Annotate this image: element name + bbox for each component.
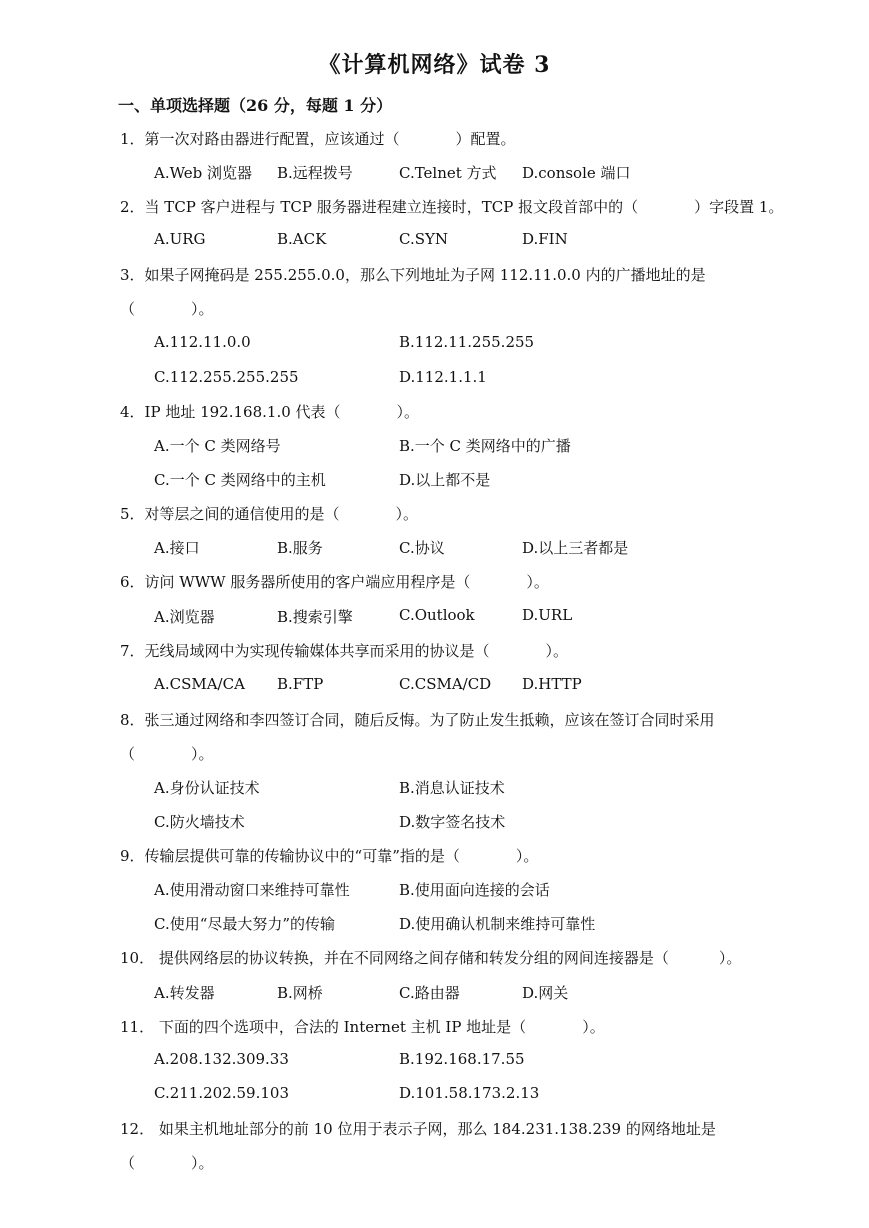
option-c: C.SYN xyxy=(399,230,449,248)
question-stem: 11． 下面的四个选项中，合法的 Internet 主机 IP 地址是（ xyxy=(120,1018,527,1036)
question-stem: 5．对等层之间的通信使用的是（ xyxy=(120,505,340,523)
option-d: D.FIN xyxy=(522,230,568,248)
question-stem: 6．访问 WWW 服务器所使用的客户端应用程序是（ xyxy=(120,573,471,591)
question-1 xyxy=(120,128,516,149)
question-4 xyxy=(120,401,419,422)
option-b: B.服务 xyxy=(277,539,323,557)
option-a: A.转发器 xyxy=(154,984,215,1002)
option-c: C.路由器 xyxy=(399,984,460,1002)
option-c: C.Outlook xyxy=(399,606,475,624)
option-d: D.URL xyxy=(522,606,573,624)
option-a: A.浏览器 xyxy=(154,608,215,626)
question-8 xyxy=(120,709,715,730)
option-c: C.211.202.59.103 xyxy=(154,1084,289,1102)
question-11 xyxy=(120,1016,605,1037)
question-2 xyxy=(120,196,783,217)
question-stem-open: （ xyxy=(120,300,136,318)
question-stem-end: ）配置。 xyxy=(455,130,516,148)
question-stem-end: ）。 xyxy=(191,1154,214,1172)
question-stem-end: ）。 xyxy=(191,300,214,318)
option-d: D.101.58.173.2.13 xyxy=(399,1084,540,1102)
option-b: B.搜索引擎 xyxy=(277,608,353,626)
question-8-cont xyxy=(120,743,214,764)
option-d: D.112.1.1.1 xyxy=(399,368,487,386)
option-d: D.数字签名技术 xyxy=(399,813,506,831)
option-c: C.一个 C 类网络中的主机 xyxy=(154,471,326,489)
page-title: 《计算机网络》试卷 3 xyxy=(318,52,551,78)
question-stem: 7．无线局域网中为实现传输媒体共享而采用的协议是（ xyxy=(120,642,490,660)
option-d: D.使用确认机制来维持可靠性 xyxy=(399,915,596,933)
option-c: C.112.255.255.255 xyxy=(154,368,299,386)
option-b: B.消息认证技术 xyxy=(399,779,505,797)
option-b: B.112.11.255.255 xyxy=(399,333,535,351)
option-b: B.一个 C 类网络中的广播 xyxy=(399,437,571,455)
question-6 xyxy=(120,571,549,592)
option-d: D.网关 xyxy=(522,984,569,1002)
question-stem-end: ）。 xyxy=(395,505,419,523)
option-a: A.112.11.0.0 xyxy=(154,333,251,351)
option-c: C.CSMA/CD xyxy=(399,675,492,693)
option-b: B.ACK xyxy=(277,230,327,248)
question-stem-end: ）。 xyxy=(545,642,569,660)
question-stem-end: ）。 xyxy=(515,847,539,865)
option-c: C.协议 xyxy=(399,539,445,557)
question-stem: 12． 如果主机地址部分的前 10 位用于表示子网，那么 184.231.138.239 的网络地址是 xyxy=(120,1120,716,1138)
option-b: B.远程拨号 xyxy=(277,164,353,182)
option-a: A.Web 浏览器 xyxy=(154,164,253,182)
option-c: C.使用“尽最大努力”的传输 xyxy=(154,915,336,933)
question-stem-end: ）。 xyxy=(582,1018,605,1036)
question-5 xyxy=(120,503,418,524)
question-stem-end: ）。 xyxy=(191,745,214,763)
option-b: B.网桥 xyxy=(277,984,323,1002)
question-10 xyxy=(120,947,741,968)
option-a: A.208.132.309.33 xyxy=(154,1050,289,1068)
option-b: B.使用面向连接的会话 xyxy=(399,881,550,899)
option-b: B.192.168.17.55 xyxy=(399,1050,525,1068)
option-b: B.FTP xyxy=(277,675,324,693)
question-3 xyxy=(120,264,706,285)
question-3-cont xyxy=(120,298,214,319)
question-7 xyxy=(120,640,568,661)
question-stem: 10． 提供网络层的协议转换，并在不同网络之间存储和转发分组的网间连接器是（ xyxy=(120,949,669,967)
option-d: D.HTTP xyxy=(522,675,582,693)
question-stem-end: ）。 xyxy=(526,573,549,591)
option-c: C.Telnet 方式 xyxy=(399,164,497,182)
option-a: A.一个 C 类网络号 xyxy=(154,437,281,455)
question-stem: 4．IP 地址 192.168.1.0 代表（ xyxy=(120,403,341,421)
question-12-cont xyxy=(120,1152,214,1173)
question-stem-end: ）。 xyxy=(396,403,420,421)
option-d: D.以上三者都是 xyxy=(522,539,629,557)
option-a: A.URG xyxy=(154,230,206,248)
question-stem-end: ）字段置 1。 xyxy=(694,198,784,216)
question-9 xyxy=(120,845,538,866)
question-stem-open: （ xyxy=(120,745,136,763)
option-d: D.以上都不是 xyxy=(399,471,491,489)
question-stem: 3．如果子网掩码是 255.255.0.0，那么下列地址为子网 112.11.0.0 内的广播地址的是 xyxy=(120,266,706,284)
question-stem: 1．第一次对路由器进行配置，应该通过（ xyxy=(120,130,400,148)
option-c: C.防火墙技术 xyxy=(154,813,245,831)
question-12 xyxy=(120,1118,716,1139)
option-a: A.使用滑动窗口来维持可靠性 xyxy=(154,881,350,899)
option-a: A.接口 xyxy=(154,539,200,557)
question-stem-end: ）。 xyxy=(718,949,742,967)
option-a: A.身份认证技术 xyxy=(154,779,260,797)
question-stem-open: （ xyxy=(120,1154,136,1172)
question-stem: 9．传输层提供可靠的传输协议中的“可靠”指的是（ xyxy=(120,847,460,865)
section-heading: 一、单项选择题（26 分，每题 1 分） xyxy=(118,96,393,115)
question-stem: 2．当 TCP 客户进程与 TCP 服务器进程建立连接时，TCP 报文段首部中的（ xyxy=(120,198,639,216)
option-a: A.CSMA/CA xyxy=(154,675,245,693)
option-d: D.console 端口 xyxy=(522,164,631,182)
question-stem: 8．张三通过网络和李四签订合同，随后反悔。为了防止发生抵赖，应该在签订合同时采用 xyxy=(120,711,715,729)
